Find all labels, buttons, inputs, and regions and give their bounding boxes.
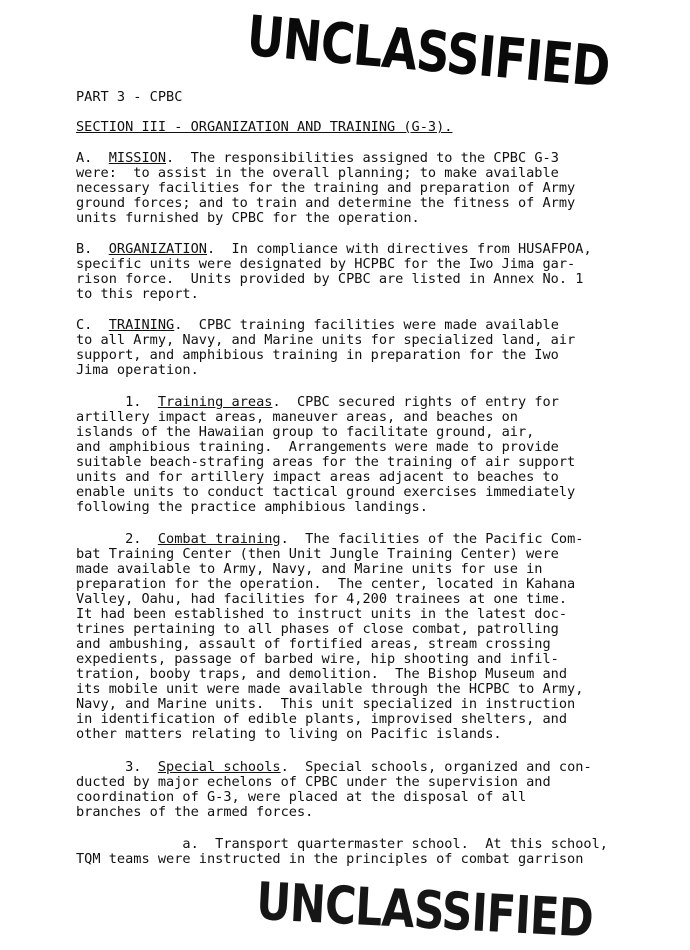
item-3-text-1: . Special schools, organized and con- [280, 759, 592, 775]
item-1-line-8: following the practice amphibious landings. [76, 499, 428, 515]
item-1-line-4: and amphibious training. Arrangements were made to provide [76, 439, 559, 455]
item-2-line-8: and ambushing, assault of fortified areas, stream crossing [76, 636, 551, 652]
item-2-line-3: made available to Army, Navy, and Marine units for use in [76, 561, 543, 577]
para-c-line-3: support, and amphibious training in preparation for the Iwo [76, 347, 559, 363]
para-a-heading: MISSION [108, 150, 167, 166]
para-b-label: B. [76, 241, 93, 257]
item-1-line-5: suitable beach-strafing areas for the training of air support [76, 454, 576, 470]
para-b-line-1 [76, 242, 592, 257]
para-c-text-1: . CPBC training facilities were made available [174, 317, 559, 333]
item-3a-line-2: TQM teams were instructed in the principles of combat garrison [76, 851, 584, 867]
item-2-line-1 [76, 532, 583, 547]
item-2-line-6: It had been established to instruct units in the latest doc- [76, 606, 568, 622]
item-1-text-1: . CPBC secured rights of entry for [272, 394, 559, 410]
para-c-line-1 [76, 318, 559, 333]
para-a-text-1: . The responsibilities assigned to the CPBC G-3 [166, 150, 559, 166]
item-1-line-7: enable units to conduct tactical ground exercises immediately [76, 484, 576, 500]
para-c-line-2: to all Army, Navy, and Marine units for specialized land, air [76, 332, 576, 348]
para-a-line-5: units furnished by CPBC for the operation. [76, 210, 420, 226]
item-2-line-14: other matters relating to living on Pacific islands. [76, 726, 502, 742]
item-3a-text-1: a. Transport quartermaster school. At this school, [182, 836, 608, 852]
para-c-line-4: Jima operation. [76, 362, 199, 378]
item-3-line-1 [76, 760, 592, 775]
item-1-line-1 [76, 395, 559, 410]
para-b-line-2: specific units were designated by HCPBC for the Iwo Jima gar- [76, 256, 576, 272]
item-2-line-10: tration, booby traps, and demolition. The Bishop Museum and [76, 666, 568, 682]
item-2-heading: Combat training [157, 531, 281, 547]
item-1-heading: Training areas [157, 394, 273, 410]
item-2-line-2: bat Training Center (then Unit Jungle Training Center) were [76, 546, 559, 562]
item-1-line-3: islands of the Hawaiian group to facilitate ground, air, [76, 424, 535, 440]
item-2-line-12: Navy, and Marine units. This unit specialized in instruction [76, 696, 576, 712]
item-3-line-4: branches of the armed forces. [76, 804, 314, 820]
para-b-heading: ORGANIZATION [108, 241, 207, 257]
item-2-line-7: trines pertaining to all phases of close combat, patrolling [76, 621, 559, 637]
item-2-number: 2. [125, 531, 142, 547]
para-c-label: C. [76, 317, 93, 333]
item-1-line-2: artillery impact areas, maneuver areas, and beaches on [76, 409, 518, 425]
item-2-line-13: in identification of edible plants, improvised shelters, and [76, 711, 568, 727]
item-2-line-11: its mobile unit were made available through the HCPBC to Army, [76, 681, 584, 697]
item-2-text-1: . The facilities of the Pacific Com- [280, 531, 584, 547]
section-heading: SECTION III - ORGANIZATION AND TRAINING (G-3). [76, 119, 453, 135]
para-b-line-4: to this report. [76, 286, 199, 302]
item-3-line-3: coordination of G-3, were placed at the disposal of all [76, 789, 527, 805]
para-a-line-3: necessary facilities for the training and preparation of Army [76, 180, 576, 196]
item-1-line-6: units and for artillery impact areas adjacent to beaches to [76, 469, 559, 485]
para-a-label: A. [76, 150, 93, 166]
item-3-number: 3. [125, 759, 142, 775]
item-2-line-5: Valley, Oahu, had facilities for 4,200 trainees at one time. [76, 591, 568, 607]
part-heading: PART 3 - CPBC [76, 89, 183, 105]
item-3-line-2: ducted by major echelons of CPBC under the supervision and [76, 774, 551, 790]
item-2-line-4: preparation for the operation. The center, located in Kahana [76, 576, 576, 592]
item-2-line-9: expedients, passage of barbed wire, hip shooting and infil- [76, 651, 559, 667]
para-a-line-4: ground forces; and to train and determine the fitness of Army [76, 195, 576, 211]
para-a-line-2: were: to assist in the overall planning; to make available [76, 165, 559, 181]
unclassified-stamp-bottom: UNCLASSIFIED [254, 872, 595, 950]
para-b-text-1: . In compliance with directives from HUSAFPOA, [206, 241, 592, 257]
para-c-heading: TRAINING [108, 317, 175, 333]
item-1-number: 1. [125, 394, 142, 410]
item-3-heading: Special schools [157, 759, 281, 775]
para-b-line-3: rison force. Units provided by CPBC are listed in Annex No. 1 [76, 271, 584, 287]
unclassified-stamp-top: UNCLASSIFIED [244, 4, 613, 101]
para-a-line-1 [76, 151, 559, 166]
item-3a-line-1 [76, 837, 608, 852]
